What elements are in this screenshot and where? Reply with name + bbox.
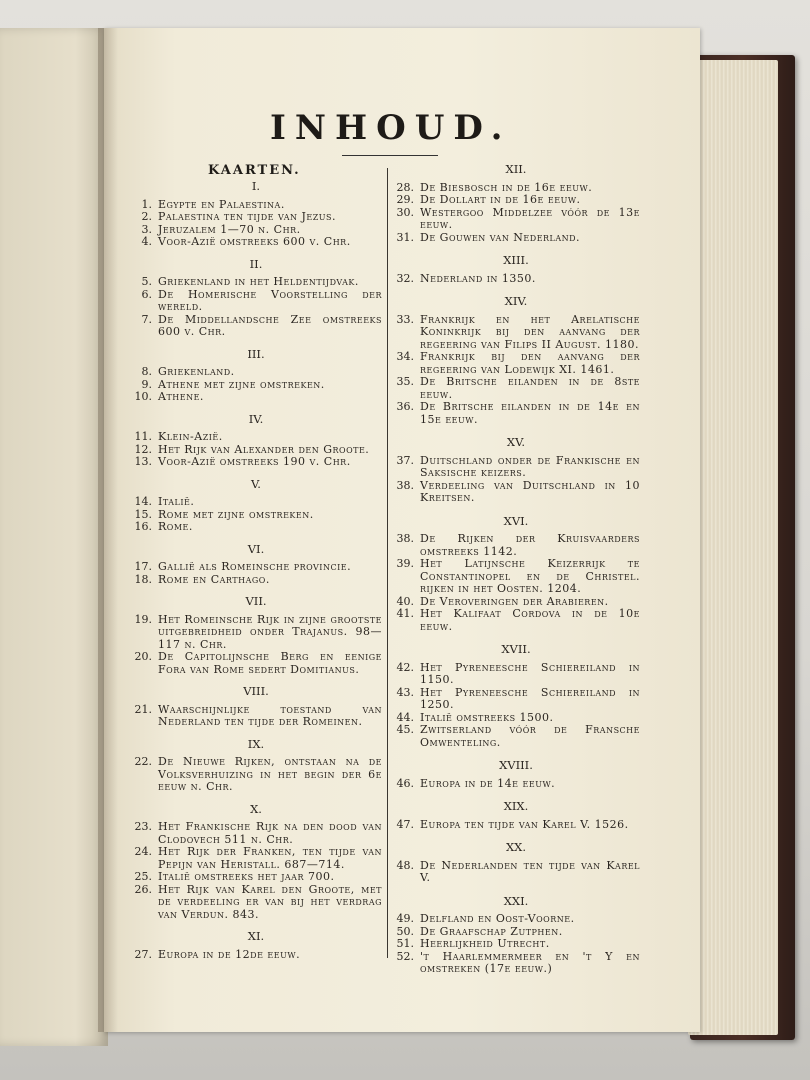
entry-number: 33. [396,312,414,326]
toc-entry [392,938,640,951]
entry-number: 18. [134,572,152,586]
title-rule [342,155,438,156]
entry-title: Het Rijk der Franken, ten tijde van Pepijn van Heristall. 687—714. [158,845,382,871]
toc-entry [392,724,640,749]
section-numeral: IV. [248,411,264,426]
toc-entry [392,455,640,480]
section-numeral: VIII. [243,684,269,698]
section-numeral: V. [251,476,261,491]
section-numeral: XXI. [503,893,529,908]
toc-entry [392,232,640,245]
entry-title: Europa in de 12de eeuw. [158,947,301,961]
section-numeral: XX. [505,840,527,854]
entry-title: Het Pyreneesche Schiereiland in 1150. [420,660,640,686]
entry-number: 16. [134,520,152,533]
left-column [130,180,382,961]
toc-entry [130,391,382,404]
entry-title: De Biesbosch in de 16e eeuw. [420,180,593,194]
entry-title: Italië omstreeks 1500. [420,710,554,724]
toc-entry [392,662,640,687]
entry-number: 20. [134,650,152,663]
entry-title: Europa in de 14e eeuw. [420,776,556,790]
column-divider [387,168,388,958]
right-column [392,163,640,976]
page-title: INHOUD. [270,108,512,148]
toc-entry [130,846,382,871]
entry-number: 43. [396,685,414,699]
entry-number: 30. [396,205,414,219]
entry-number: 29. [396,193,414,206]
toc-entry [130,651,382,676]
entry-number: 47. [396,817,414,831]
entry-title: De Gouwen van Nederland. [420,230,581,244]
section-numeral: III. [247,346,265,361]
entry-title: Delfland en Oost-Voorne. [420,912,575,925]
toc-entry [392,273,640,286]
entry-title: De Britsche eilanden in de 8ste eeuw. [420,375,640,401]
entry-number: 31. [396,230,414,244]
entry-number: 13. [134,455,152,468]
entry-title: Jeruzalem 1—70 n. Chr. [158,222,301,236]
toc-entry [130,821,382,846]
entry-number: 26. [134,882,152,896]
entry-title: Frankrijk bij den aanvang der regeering van Lodewijk XI. 1461. [420,350,640,376]
entry-title: De Capitolijnsche Berg en eenige Fora van Rome sedert Domitianus. [158,650,382,676]
section-numeral: XIII. [503,253,529,267]
section-numeral: XII. [505,162,527,176]
toc-entry [130,884,382,922]
entry-title: Het Rijk van Karel den Groote, met de verdeeling er van bij het verdrag van Verdun. 843. [158,882,382,921]
section-numeral: XI. [247,929,265,943]
entry-title: Heerlijkheid Utrecht. [420,937,550,950]
toc-entry [392,687,640,712]
left-page [0,28,108,1046]
entry-title: Italië. [158,495,195,508]
section-numeral: XVIII. [499,758,533,772]
entry-title: De Homerische Voorstelling der wereld. [158,287,382,313]
toc-entry [130,431,382,444]
entry-title: De Graafschap Zutphen. [420,924,563,938]
toc-entry [130,871,382,884]
entry-title: Voor-Azië omstreeks 190 v. Chr. [158,455,351,468]
entry-number: 24. [134,845,152,858]
toc-entry [130,496,382,509]
entry-title: Rome en Carthago. [158,572,270,586]
entry-title: Klein-Azië. [158,430,223,443]
entry-title: Het Rijk van Alexander den Groote. [158,442,370,456]
entry-number: 36. [396,400,414,413]
entry-title: Europa ten tijde van Karel V. 1526. [420,817,629,831]
entry-title: Het Latijnsche Keizerrijk te Constantinopel en de Christel. rijken in het Oosten. 1204. [420,557,640,595]
toc-entry [130,456,382,469]
entry-number: 42. [396,660,414,674]
entry-number: 38. [396,532,414,545]
toc-entry [130,236,382,249]
entry-title: Griekenland in het Heldentijdvak. [158,275,359,288]
toc-entry [130,314,382,339]
entry-number: 35. [396,375,414,388]
section-numeral: X. [250,801,262,816]
toc-entry [392,533,640,558]
section-numeral: VI. [247,541,265,556]
entry-title: Athene. [158,390,204,403]
entry-number: 46. [396,776,414,790]
toc-entry [392,860,640,885]
entry-title: De Nieuwe Rijken, ontstaan na de Volksverhuizing in het begin der 6e eeuw n. Chr. [158,755,382,793]
toc-entry [392,401,640,426]
entry-title: Voor-Azië omstreeks 600 v. Chr. [158,235,351,248]
entry-number: 37. [396,453,414,467]
entry-number: 6. [141,287,152,301]
section-numeral: VII. [245,594,267,608]
entry-number: 45. [396,723,414,736]
entry-number: 7. [141,312,152,326]
toc-entry [130,614,382,652]
entry-title: Zwitserland vóór de Fransche Omwenteling. [420,723,640,749]
toc-entry [130,276,382,289]
toc-entry [130,756,382,794]
section-numeral: I. [251,179,261,193]
entry-title: Gallië als Romeinsche provincie. [158,560,352,573]
entry-title: De Middellandsche Zee omstreeks 600 v. Chr. [158,312,382,338]
entry-number: 25. [134,870,152,883]
entry-title: Athene met zijne omstreken. [158,377,325,391]
entry-number: 4. [141,235,152,248]
entry-title: De Nederlanden ten tijde van Karel V. [420,858,640,884]
entry-title: 't Haarlemmermeer en 't Y en omstreken (17e eeuw.) [420,949,640,975]
entry-number: 10. [134,390,152,403]
toc-entry [130,574,382,587]
section-title: KAARTEN. [208,163,301,178]
entry-number: 8. [141,365,152,378]
entry-number: 1. [141,197,152,211]
entry-title: Griekenland. [158,365,235,378]
section-numeral: XVI. [503,513,529,528]
entry-number: 22. [134,755,152,768]
toc-entry [392,608,640,633]
toc-entry [392,194,640,207]
entry-number: 28. [396,180,414,194]
entry-title: Het Pyreneesche Schiereiland in 1250. [420,685,640,711]
entry-number: 38. [396,478,414,492]
toc-entry [130,561,382,574]
entry-number: 9. [141,377,152,391]
entry-title: Palaestina ten tijde van Jezus. [158,210,337,223]
toc-entry [392,951,640,976]
entry-title: De Britsche eilanden in de 14e en 15e eeuw. [420,400,640,426]
entry-number: 39. [396,557,414,570]
entry-title: De Veroveringen der Arabieren. [420,594,609,608]
entry-title: Egypte en Palaestina. [158,197,285,211]
toc-entry [392,778,640,791]
section-numeral: IX. [247,736,265,751]
entry-number: 52. [396,949,414,963]
entry-title: De Rijken der Kruisvaarders omstreeks 1142. [420,532,640,558]
section-numeral: II. [249,256,263,271]
entry-number: 23. [134,820,152,833]
entry-number: 34. [396,350,414,363]
toc-entry [392,558,640,596]
entry-title: Het Frankische Rijk na den dood van Clodovech 511 n. Chr. [158,820,382,846]
entry-number: 2. [141,210,152,223]
entry-number: 3. [141,222,152,236]
toc-entry [392,207,640,232]
entry-number: 19. [134,612,152,626]
section-numeral: XV. [506,435,526,449]
section-numeral: XIX. [503,799,529,813]
toc-entry [130,949,382,962]
page-edges [688,60,778,1035]
entry-title: Duitschland onder de Frankische en Saksische keizers. [420,453,640,479]
toc-entry [130,366,382,379]
section-numeral: XVII. [501,642,531,656]
entry-number: 40. [396,594,414,608]
entry-number: 49. [396,912,414,925]
entry-title: Het Romeinsche Rijk in zijne grootste uitgebreidheid onder Trajanus. 98—117 n. Chr. [158,612,382,651]
entry-number: 15. [134,507,152,521]
entry-title: De Dollart in de 16e eeuw. [420,193,581,206]
entry-title: Westergoo Middelzee vóór de 13e eeuw. [420,205,640,231]
toc-entry [130,704,382,729]
entry-number: 5. [141,275,152,288]
entry-number: 11. [134,430,152,443]
toc-entry [130,521,382,534]
entry-number: 21. [134,702,152,716]
toc-entry [392,913,640,926]
entry-number: 44. [396,710,414,724]
toc-entry [130,211,382,224]
entry-number: 12. [134,442,152,456]
entry-number: 17. [134,560,152,573]
entry-number: 27. [134,947,152,961]
gutter-shadow [98,28,118,1032]
entry-title: Frankrijk en het Arelatische Koninkrijk bij den aanvang der regeering van Filips II August. 1180. [420,312,640,351]
toc-entry [392,480,640,505]
entry-number: 41. [396,607,414,620]
toc-entry [392,314,640,352]
entry-title: Waarschijnlijke toestand van Nederland ten tijde der Romeinen. [158,702,382,728]
entry-title: Italië omstreeks het jaar 700. [158,870,335,883]
entry-number: 51. [396,937,414,950]
entry-title: Het Kalifaat Cordova in de 10e eeuw. [420,607,640,633]
entry-title: Nederland in 1350. [420,271,536,285]
entry-number: 50. [396,924,414,938]
entry-number: 32. [396,271,414,285]
entry-title: Rome met zijne omstreken. [158,507,314,521]
toc-entry [392,376,640,401]
toc-entry [392,819,640,832]
entry-number: 14. [134,495,152,508]
entry-number: 48. [396,858,414,872]
entry-title: Rome. [158,520,193,533]
entry-title: Verdeeling van Duitschland in 10 Kreitsen. [420,478,640,504]
toc-entry [392,351,640,376]
toc-entry [130,289,382,314]
section-numeral: XIV. [504,294,528,308]
